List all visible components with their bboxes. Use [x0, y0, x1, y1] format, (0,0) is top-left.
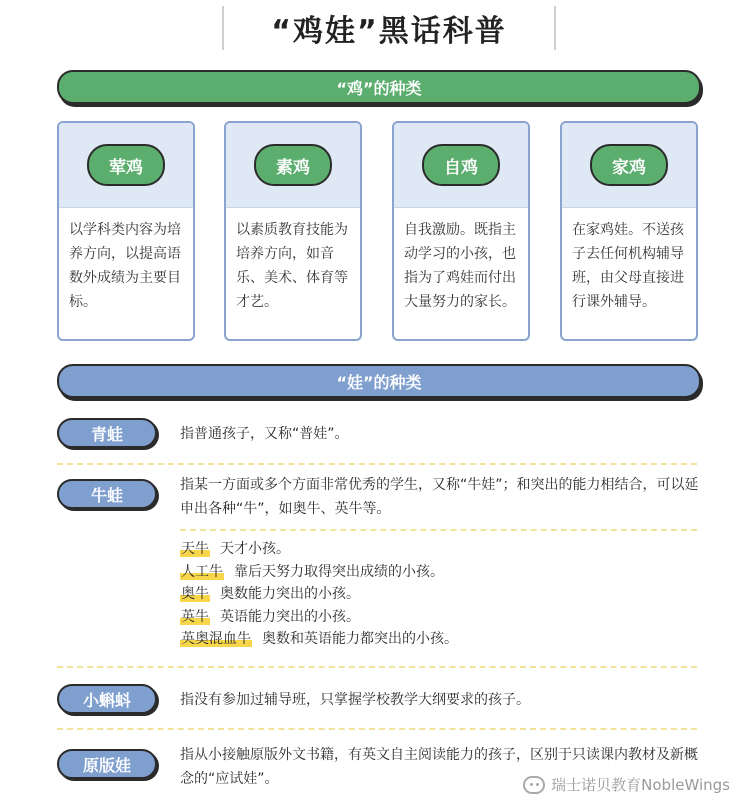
wa-desc-xiaokedou: 指没有参加过辅导班，只掌握学校教学大纲要求的孩子。 [180, 692, 530, 708]
list-item [180, 628, 700, 651]
card-title: 家鸡 [590, 144, 668, 186]
niu-types-list [180, 538, 700, 651]
niu-desc: 靠后天努力取得突出成绩的小孩。 [234, 563, 444, 580]
wa-tag-xiaokedou: 小蝌蚪 [57, 684, 157, 714]
card-desc: 在家鸡娃。不送孩子去任何机构辅导班，由父母直接进行课外辅导。 [572, 222, 684, 310]
watermark-text: 瑞士诺贝教育NobleWings [551, 776, 730, 794]
divider [57, 463, 697, 465]
wa-tag-qingwa: 青蛙 [57, 418, 157, 448]
page-title: “鸡娃”黑话科普 [271, 14, 507, 49]
card-desc: 以素质教育技能为培养方向，如音乐、美术、体育等才艺。 [236, 222, 348, 310]
card-head [59, 123, 193, 208]
list-item [180, 561, 700, 584]
niu-term: 奥牛 [181, 586, 209, 602]
divider [180, 529, 697, 531]
ji-card-jia [560, 121, 698, 341]
wa-section-heading: “娃”的种类 [57, 364, 701, 398]
wa-tag-niuwa: 牛蛙 [57, 479, 157, 509]
wa-desc-qingwa: 指普通孩子，又称“普娃”。 [180, 426, 349, 442]
ji-card-zi [392, 121, 530, 341]
card-title: 自鸡 [422, 144, 500, 186]
niu-term: 英牛 [181, 608, 209, 625]
card-title: 荤鸡 [87, 144, 165, 186]
card-desc: 自我激励。既指主动学习的小孩，也指为了鸡娃而付出大量努力的家长。 [404, 222, 516, 310]
niu-desc: 奥数能力突出的小孩。 [220, 586, 360, 602]
card-head [394, 123, 528, 208]
watermark [523, 774, 730, 795]
niu-desc: 奥数和英语能力都突出的小孩。 [262, 631, 458, 647]
card-head [226, 123, 360, 208]
niu-desc: 天才小孩。 [220, 541, 290, 557]
wechat-icon [523, 776, 545, 794]
divider [57, 728, 697, 730]
ji-section-heading: “鸡”的种类 [57, 70, 701, 104]
list-item [180, 583, 700, 606]
niu-term: 天牛 [181, 541, 209, 557]
title-frame [222, 6, 556, 50]
card-head [562, 123, 696, 208]
list-item [180, 606, 700, 629]
divider [57, 666, 697, 668]
niu-desc: 英语能力突出的小孩。 [220, 608, 360, 625]
wa-tag-yuanbanwa: 原版娃 [57, 749, 157, 779]
niu-term: 英奥混血牛 [181, 631, 251, 647]
card-desc: 以学科类内容为培养方向，以提高语数外成绩为主要目标。 [69, 222, 181, 310]
wa-desc-niuwa: 指某一方面或多个方面非常优秀的学生，又称“牛娃”；和突出的能力相结合，可以延申出各种“牛”，如奥牛、英牛等。 [180, 477, 699, 517]
wa-desc-yuanbanwa: 指从小接触原版外文书籍，有英文自主阅读能力的孩子，区别于只读课内教材及新概念的“应试娃”。 [180, 747, 698, 787]
card-title: 素鸡 [254, 144, 332, 186]
niu-term: 人工牛 [181, 563, 223, 580]
ji-card-su [224, 121, 362, 341]
list-item [180, 538, 700, 561]
ji-card-hun [57, 121, 195, 341]
